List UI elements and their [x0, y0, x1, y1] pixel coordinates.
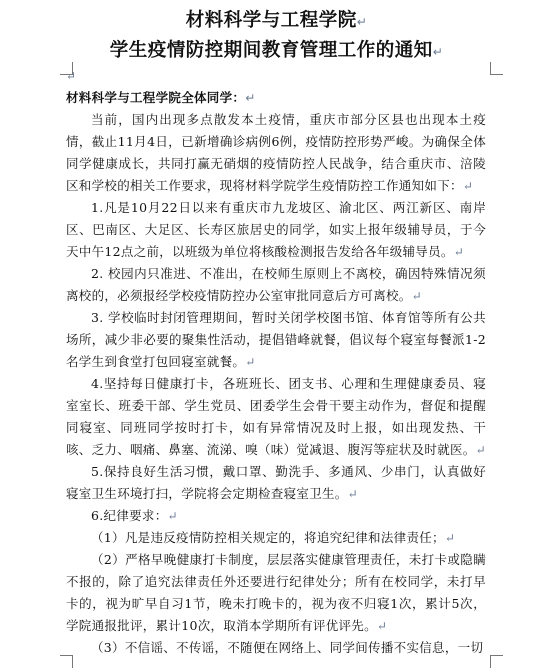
margin-corner-mark — [490, 62, 503, 75]
margin-corner-mark — [490, 655, 503, 668]
paragraph-mark-icon: ↵ — [66, 69, 77, 83]
paragraph-mark-icon: ↵ — [462, 179, 474, 193]
paragraph-intro: 当前，国内出现多点散发本土疫情，重庆市部分区县也出现本土疫情，截止11月4日，已新增确诊病例6例，疫情防控形势严峻。为确保全体同学健康成长，共同打赢无硝烟的疫情防控人民战争，结合重庆市、涪陵区和学校的相关工作要求，现将材料学院学生疫情防控工作通知如下：↵ — [66, 112, 486, 193]
paragraph-mark-icon: ↵ — [432, 45, 444, 59]
paragraph-item-1: 1.凡是10月22日以来有重庆市九龙坡区、渝北区、两江新区、南岸区、巴南区、大足区、长寿区旅居史的同学，如实上报年级辅导员，于今天中午12点之前，以班级为单位将核酸检测报告发给各年级辅导员。↵ — [66, 200, 486, 259]
paragraph-mark-icon: ↵ — [411, 289, 422, 303]
salutation: 材料科学与工程学院全体同学：↵ — [66, 90, 256, 105]
paragraph-mark-icon: ↵ — [356, 15, 368, 29]
paragraph-item-4: 4.坚持每日健康打卡，各班班长、团支书、心理和生理健康委员、寝室室长、班委干部、学生党员、团委学生会骨干要主动作为，督促和提醒同寝室、同班同学按时打卡，如有异常情况及时上报，如出现发热、干咳、乏力、咽痛、鼻塞、流涕、嗅（味）觉减退、腹泻等症状及时就医。↵ — [66, 376, 486, 457]
paragraph-item-5: 5.保持良好生活习惯，戴口罩、勤洗手、多通风、少串门，认真做好寝室卫生环境打扫，学院将会定期检查寝室卫生。↵ — [66, 464, 486, 501]
paragraph-rule-3: （3）不信谣、不传谣，不随便在网络上、同学间传播不实信息，一切 — [91, 640, 484, 655]
paragraph-rule-2: （2）严格早晚健康打卡制度，层层落实健康管理责任，未打卡或隐瞒不报的，除了追究法律责任外还要进行纪律处分；所有在校同学，未打早卡的，视为旷早自习1节，晚未打晚卡的，视为夜不归寝1次，累计5次，学院通报批评，累计10次，取消本学期所有评优评先。↵ — [66, 552, 486, 633]
paragraph-item-6: 6.纪律要求：↵ — [91, 508, 178, 523]
document-title-line1: 材料科学与工程学院↵ — [185, 10, 368, 31]
document-title-line2: 学生疫情防控期间教育管理工作的通知↵ — [109, 40, 444, 61]
paragraph-item-2: 2. 校园内只准进、不准出，在校师生原则上不离校，确因特殊情况须离校的，必须报经学校疫情防控办公室审批同意后方可离校。↵ — [66, 266, 486, 303]
paragraph-mark-icon: ↵ — [444, 531, 456, 545]
paragraph-item-3: 3. 学校临时封闭管理期间，暂时关闭学校图书馆、体育馆等所有公共场所，减少非必要的聚集性活动，提倡错峰就餐，倡议每个寝室每餐派1-2名学生到食堂打包回寝室就餐。↵ — [66, 310, 486, 369]
paragraph-mark-icon: ↵ — [475, 443, 486, 457]
document-body — [66, 65, 486, 659]
paragraph-mark-icon: ↵ — [376, 619, 388, 633]
paragraph-mark-icon: ↵ — [167, 509, 178, 523]
paragraph-mark-icon: ↵ — [347, 487, 358, 501]
paragraph-mark-icon: ↵ — [453, 245, 465, 259]
paragraph-rule-1: （1）凡是违反疫情防控相关规定的，将追究纪律和法律责任；↵ — [91, 530, 456, 545]
paragraph-mark-empty — [66, 65, 486, 87]
paragraph-mark-icon: ↵ — [245, 91, 256, 105]
paragraph-mark-icon: ↵ — [245, 355, 256, 369]
